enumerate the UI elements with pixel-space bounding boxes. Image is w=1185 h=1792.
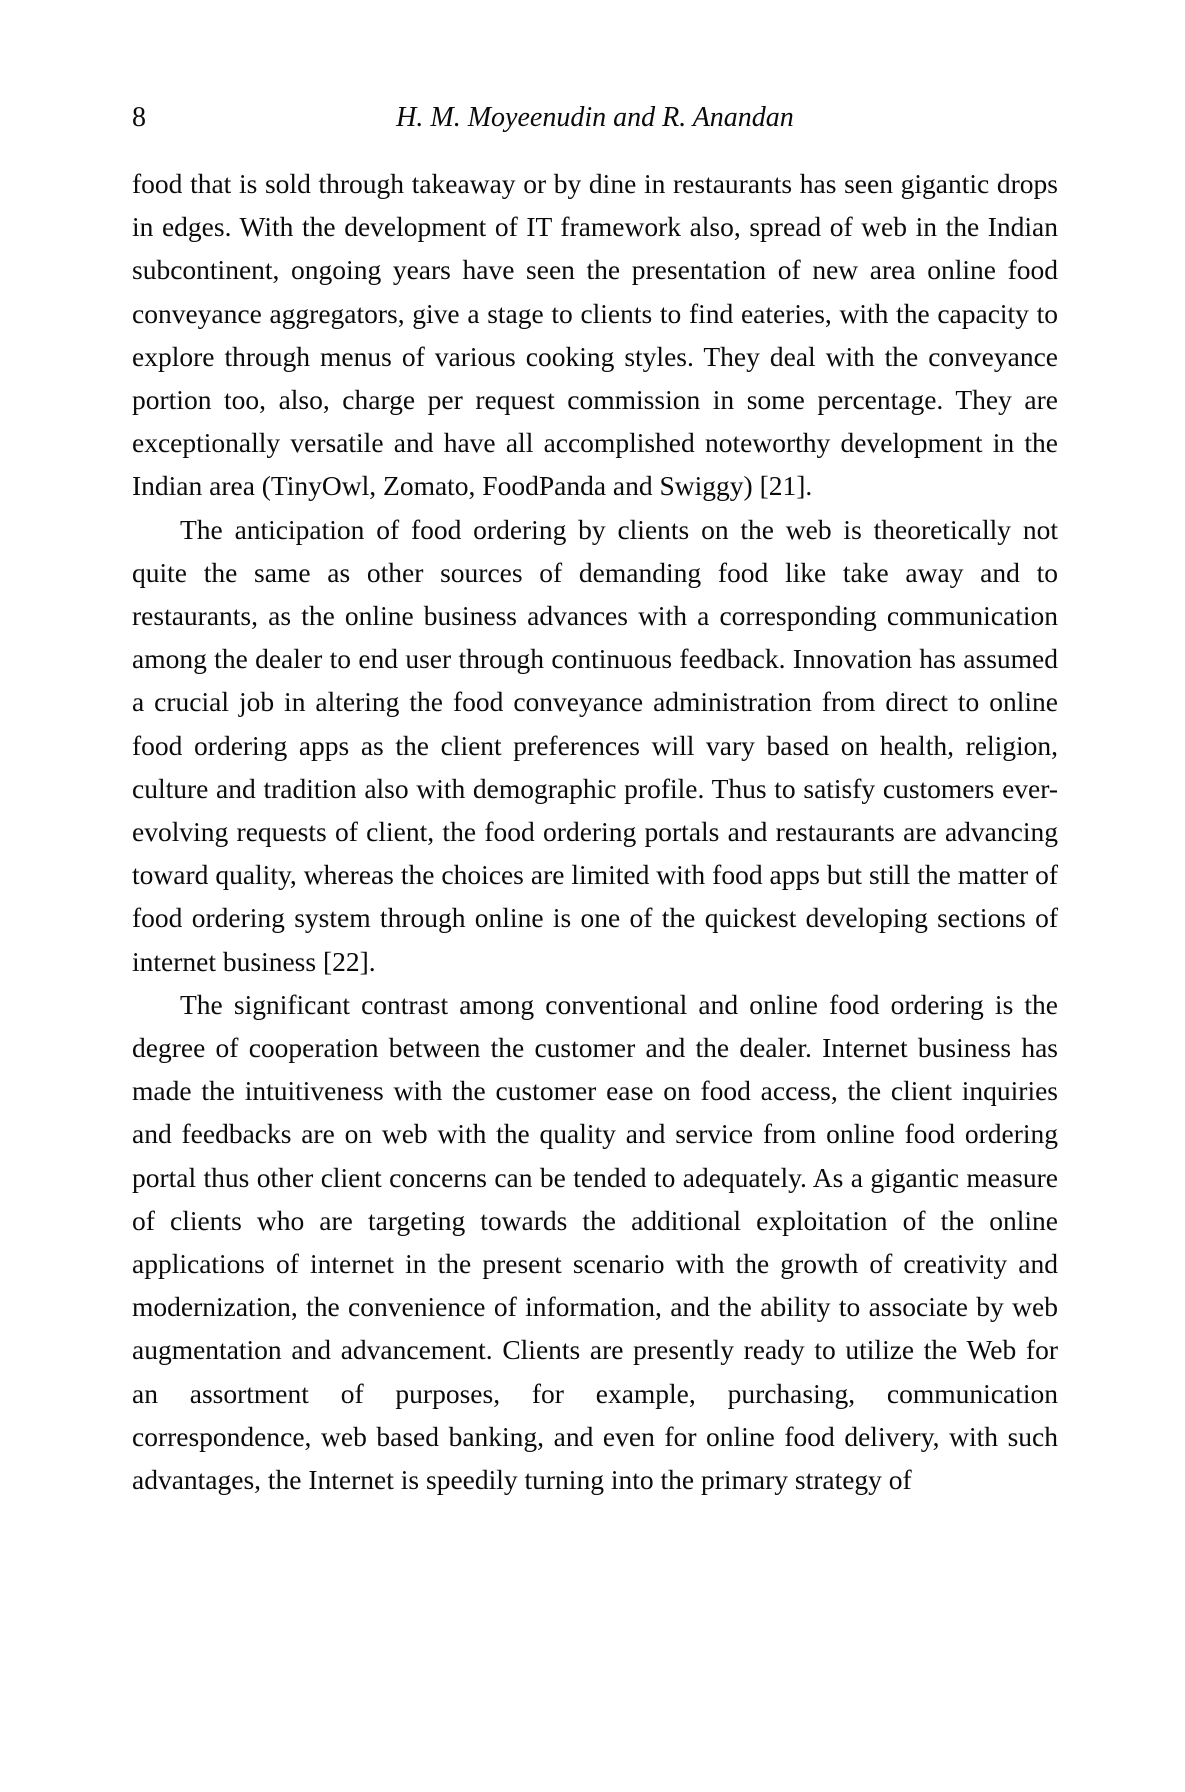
page-body — [132, 162, 1058, 1501]
paragraph: food that is sold through takeaway or by dine in restaurants has seen gigantic drops in edges. With the development of IT framework also, spread of web in the Indian subcontinent, ongoing years have seen the presentation of new area online food conveyance aggregators, give a stage to clients to find eateries, with the capacity to explore through menus of various cooking styles. They deal with the conveyance portion too, also, charge per request commission in some percentage. They are exceptionally versatile and have all accomplished noteworthy development in the Indian area (TinyOwl, Zomato, FoodPanda and Swiggy) [21]. — [132, 168, 1058, 502]
running-title: H. M. Moyeenudin and R. Anandan — [396, 102, 794, 133]
paragraph: The significant contrast among conventional and online food ordering is the degree of cooperation between the customer and the dealer. Internet business has made the intuitiveness with the customer ease on food access, the client inquiries and feedbacks are on web with the quality and service from online food ordering portal thus other client concerns can be tended to adequately. As a gigantic measure of clients who are targeting towards the additional exploitation of the online applications of internet in the present scenario with the growth of creativity and modernization, the convenience of information, and the ability to associate by web augmentation and advancement. Clients are presently ready to utilize the Web for an assortment of purposes, for example, purchasing, communication correspondence, web based banking, and even for online food delivery, with such advantages, the Internet is speedily turning into the primary strategy of — [132, 988, 1058, 1496]
page-number: 8 — [132, 102, 146, 133]
paragraph: The anticipation of food ordering by clients on the web is theoretically not quite the same as other sources of demanding food like take away and to restaurants, as the online business advances with a corresponding communication among the dealer to end user through continuous feedback. Innovation has assumed a crucial job in altering the food conveyance administration from direct to online food ordering apps as the client preferences will vary based on health, religion, culture and tradition also with demographic profile. Thus to satisfy customers ever-evolving requests of client, the food ordering portals and restaurants are advancing toward quality, whereas the choices are limited with food apps but still the matter of food ordering system through online is one of the quickest developing sections of internet business [22]. — [132, 513, 1058, 977]
running-header — [132, 100, 1058, 140]
